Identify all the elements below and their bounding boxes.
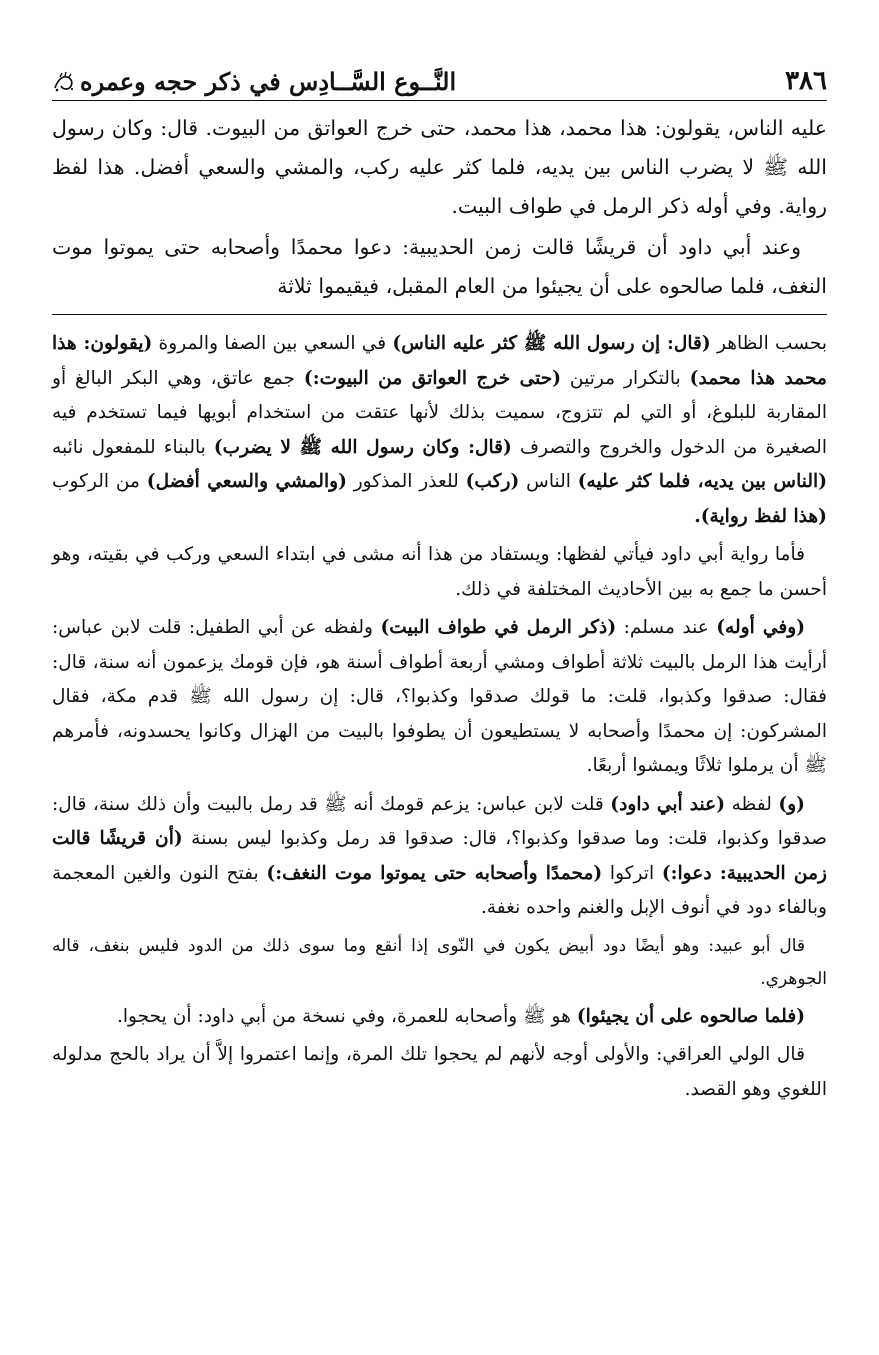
- bold-quoted-segment: (وفي أوله): [716, 617, 805, 638]
- text-segment: من الركوب: [52, 471, 147, 492]
- text-segment: اتركوا: [602, 862, 662, 884]
- text-segment: قال الولي العراقي: والأولى أوجه لأنهم لم يحجوا تلك المرة، وإنما اعتمروا إلاَّ أن يراد بالحج مدلوله اللغوي وهو القصد.: [52, 1044, 827, 1100]
- bold-quoted-segment: (قال: وكان رسول الله ﷺ لا يضرب): [213, 436, 512, 458]
- text-segment: للعذر المذكور: [346, 471, 466, 492]
- page-header: [52, 54, 827, 101]
- text-segment: عند مسلم:: [616, 617, 717, 638]
- text-segment: لفظه: [725, 793, 779, 815]
- bold-quoted-segment: (فلما صالحوه على أن يجيئوا): [576, 1005, 805, 1027]
- commentary-paragraph-5: [52, 930, 827, 996]
- text-segment: قلت لابن عباس: يزعم قومك أنه ﷺ قد رمل بالبيت وأن ذلك سنة، قال: صدقوا وكذبوا، قلت: وما صدقوا وكذبوا؟، قال: صدقوا قد رمل وكذبوا ليس بسنة: [52, 793, 827, 849]
- commentary: [52, 327, 827, 1107]
- bold-quoted-segment: (و): [778, 793, 805, 815]
- bold-quoted-segment: (الناس بين يديه، فلما كثر عليه): [577, 471, 828, 492]
- text-segment: جمع عاتق، وهي البكر البالغ أو المقاربة للبلوغ، أو التي لم تتزوج، سميت بذلك لأنها عتقت من استخدام أبويها فيما تستخدم فيه الصغيرة من الدخول والخروج والتصرف: [52, 367, 827, 458]
- commentary-paragraph-1: [52, 327, 827, 534]
- commentary-paragraph-7: [52, 1038, 827, 1107]
- text-segment: ولفظه عن أبي الطفيل: قلت لابن عباس: أرأيت هذا الرمل بالبيت ثلاثة أطواف ومشي أربعة أطواف أسنة هو، فإن قومك يزعمون أنه سنة، قال: فقال: صدقوا وكذبوا، قلت: ما قولك صدقوا وكذبوا؟، قال: إن رسول الله ﷺ قدم مكة، فقال المشركون: إن محمدًا وأصحابه لا يستطيعون أن يطوفوا بالبيت من الهزال وكانوا يحسدونه، فأمرهم ﷺ أن يرملوا ثلاثًا ويمشوا أربعًا.: [52, 617, 827, 776]
- salutation-seal-icon: [52, 71, 76, 93]
- page-number: ٣٨٦: [785, 66, 827, 96]
- text-segment: بفتح النون والغين المعجمة وبالفاء دود في أنوف الإبل والغنم واحده نغفة.: [52, 862, 827, 918]
- text-segment: بالتكرار مرتين: [561, 367, 690, 389]
- running-title-wrap: [52, 67, 456, 96]
- bold-quoted-segment: (يقولون: هذا محمد هذا محمد): [52, 333, 827, 389]
- text-segment: فأما رواية أبي داود فيأتي لفظها: ويستفاد من هذا أنه مشى في ابتداء السعي وركب في بقيته، وهو أحسن ما جمع به بين الأحاديث المختلفة في ذلك.: [52, 544, 827, 600]
- footnote-divider: [52, 314, 827, 315]
- bold-quoted-segment: (محمدًا وأصحابه حتى يموتوا موت النغف:): [266, 862, 603, 884]
- bold-quoted-segment: (أن قريشًا قالت زمن الحديبية: دعوا:): [52, 828, 828, 884]
- main-paragraph-2: وعند أبي داود أن قريشًا قالت زمن الحديبية: دعوا محمدًا وأصحابه حتى يموتوا موت النغف، فلما صالحوه على أن يجيئوا من العام المقبل، فيقيموا ثلاثة: [52, 235, 827, 298]
- main-paragraph-1: عليه الناس، يقولون: هذا محمد، هذا محمد، حتى خرج العواتق من البيوت. قال: وكان رسول الله ﷺ لا يضرب الناس بين يديه، فلما كثر عليه ركب، والمشي والسعي أفضل. هذا لفظ رواية. وفي أوله ذكر الرمل في طواف البيت.: [52, 116, 827, 218]
- commentary-paragraph-6: [52, 1000, 827, 1035]
- bold-quoted-segment: (عند أبي داود): [610, 793, 726, 815]
- bold-quoted-segment: (والمشي والسعي أفضل): [146, 471, 347, 492]
- text-segment: بحسب الظاهر: [710, 333, 827, 354]
- text-segment: هو ﷺ وأصحابه للعمرة، وفي نسخة من أبي داود: أن يحجوا.: [116, 1005, 577, 1027]
- bold-quoted-segment: (ركب): [465, 471, 520, 492]
- text-segment: في السعي بين الصفا والمروة: [152, 333, 393, 354]
- bold-quoted-segment: (قال: إن رسول الله ﷺ كثر عليه الناس): [392, 333, 711, 354]
- commentary-paragraph-2: [52, 538, 827, 607]
- main-text: [52, 109, 827, 306]
- text-segment: قال أبو عبيد: وهو أيضًا دود أبيض يكون في النّوى إذا أنقع وما سوى ذلك من الدود فليس بنغف، قاله الجوهري.: [52, 935, 827, 989]
- bold-quoted-segment: (حتى خرج العواتق من البيوت:): [303, 367, 562, 389]
- bold-quoted-segment: (هذا لفظ رواية).: [694, 505, 827, 527]
- text-segment: الناس: [519, 471, 578, 492]
- running-title: النَّــوع السَّــادِس في ذكر حجه وعمره: [80, 67, 457, 96]
- commentary-paragraph-3: [52, 611, 827, 784]
- bold-quoted-segment: (ذكر الرمل في طواف البيت): [380, 617, 617, 638]
- commentary-paragraph-4: [52, 788, 827, 926]
- text-segment: بالبناء للمفعول نائبه: [52, 436, 214, 458]
